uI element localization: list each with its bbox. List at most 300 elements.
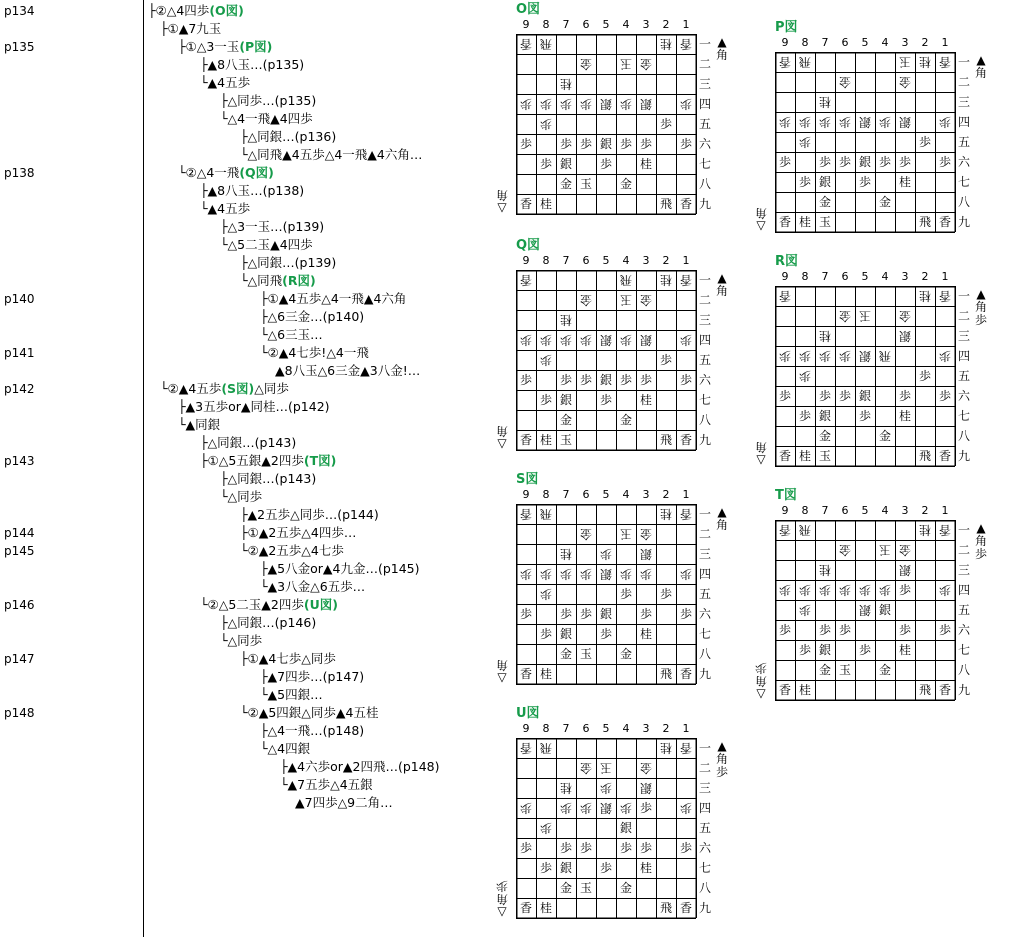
- row-label: 五: [698, 587, 711, 601]
- shogi-board: [516, 738, 696, 918]
- row-label: 八: [957, 195, 970, 209]
- sente-piece: 玉: [559, 433, 572, 447]
- tree-move-text: ①▲4五歩△4一飛▲4六角: [267, 291, 407, 306]
- sente-piece: 歩: [639, 137, 652, 151]
- sente-piece: 銀: [599, 373, 612, 387]
- tree-move-text: △同銀…(p136): [247, 129, 337, 144]
- sente-hand: [716, 36, 728, 62]
- gote-piece: 歩: [560, 333, 573, 347]
- sente-piece: 金: [559, 413, 572, 427]
- row-label: 九: [698, 197, 711, 211]
- row-label: 四: [957, 349, 970, 363]
- sente-piece: 香: [519, 197, 532, 211]
- sente-piece: 桂: [898, 409, 911, 423]
- row-label: 九: [957, 449, 970, 463]
- gote-piece: 桂: [819, 563, 832, 577]
- sente-piece: 歩: [778, 389, 791, 403]
- sente-piece: 香: [938, 215, 951, 229]
- gote-piece: 香: [939, 523, 952, 537]
- tree-move-text: ②▲4七歩!△4一飛: [267, 345, 369, 360]
- sente-piece: 香: [938, 683, 951, 697]
- sente-piece: 歩: [798, 643, 811, 657]
- column-label: 4: [622, 18, 630, 31]
- gote-piece: 銀: [899, 329, 912, 343]
- sente-piece: 金: [878, 429, 891, 443]
- sente-piece: 金: [619, 177, 632, 191]
- column-label: 2: [662, 254, 670, 267]
- sente-hand: [975, 54, 987, 80]
- column-label: 9: [522, 722, 530, 735]
- column-labels: [775, 504, 955, 518]
- tree-move-text: ▲5四銀…: [267, 687, 323, 702]
- row-label: 一: [698, 507, 711, 521]
- tree-branch-glyph: └: [220, 111, 228, 126]
- sente-piece: 歩: [539, 393, 552, 407]
- sente-piece: 金: [818, 429, 831, 443]
- gote-piece: 玉: [620, 527, 633, 541]
- sente-piece: 歩: [559, 607, 572, 621]
- column-label: 3: [642, 722, 650, 735]
- sente-piece: 歩: [838, 623, 851, 637]
- tree-move-text: ▲7四歩…(p147): [267, 669, 365, 684]
- shogi-board: [775, 520, 955, 700]
- sente-piece: 桂: [798, 683, 811, 697]
- tree-node: [220, 490, 262, 504]
- gote-piece: 玉: [600, 761, 613, 775]
- gote-piece: 歩: [939, 349, 952, 363]
- tree-move-text: ▲3五歩or▲同桂…(p142): [185, 399, 330, 414]
- hand-piece: 角: [495, 188, 508, 202]
- column-label: 1: [682, 254, 690, 267]
- gote-piece: 金: [640, 57, 653, 71]
- sente-piece: 銀: [858, 389, 871, 403]
- sente-piece: 歩: [858, 409, 871, 423]
- sente-piece: 歩: [838, 155, 851, 169]
- gote-piece: 歩: [520, 97, 533, 111]
- tree-node: [178, 418, 220, 432]
- tree-node: [260, 292, 406, 306]
- gote-piece: 桂: [560, 781, 573, 795]
- row-label: 七: [698, 393, 711, 407]
- row-label: 五: [957, 369, 970, 383]
- gote-piece: 歩: [779, 583, 792, 597]
- tree-node: [220, 220, 324, 234]
- board-title: U図: [516, 706, 540, 721]
- tree-branch-glyph: └: [260, 741, 268, 756]
- gote-piece: 歩: [839, 349, 852, 363]
- board-title: R図: [775, 254, 799, 269]
- tree-node: [220, 112, 313, 126]
- gote-piece: 歩: [620, 97, 633, 111]
- column-label: 1: [941, 36, 949, 49]
- sente-piece: 歩: [599, 861, 612, 875]
- tree-node: [260, 742, 310, 756]
- sente-piece: 歩: [639, 373, 652, 387]
- row-label: 一: [957, 523, 970, 537]
- tree-node: [295, 796, 393, 810]
- gote-piece: 玉: [859, 309, 872, 323]
- board-title: P図: [775, 20, 798, 35]
- sente-piece: 飛: [918, 215, 931, 229]
- sente-piece: 銀: [818, 643, 831, 657]
- gote-piece: 歩: [520, 567, 533, 581]
- gote-piece: 銀: [859, 349, 872, 363]
- tree-branch-glyph: └: [260, 327, 268, 342]
- row-label: 九: [698, 667, 711, 681]
- tree-branch-glyph: └: [260, 687, 268, 702]
- gote-piece: 香: [520, 507, 533, 521]
- tree-move-text: △同歩: [227, 489, 263, 504]
- column-label: 1: [941, 504, 949, 517]
- column-label: 7: [562, 18, 570, 31]
- gote-piece: 桂: [919, 523, 932, 537]
- gote-piece: 桂: [560, 77, 573, 91]
- sente-hand: [716, 740, 728, 779]
- sente-piece: 歩: [599, 393, 612, 407]
- gote-piece: 歩: [520, 801, 533, 815]
- row-label: 四: [957, 115, 970, 129]
- column-label: 6: [841, 270, 849, 283]
- tree-move-text: ▲3八金△6五歩…: [267, 579, 366, 594]
- tree-branch-glyph: ├: [178, 39, 186, 54]
- sente-piece: 玉: [579, 177, 592, 191]
- gote-piece: 銀: [859, 115, 872, 129]
- tree-move-text: △5二玉▲4四歩: [227, 237, 313, 252]
- tree-node: [178, 166, 274, 180]
- column-label: 1: [682, 488, 690, 501]
- column-label: 9: [522, 254, 530, 267]
- gote-piece: 歩: [799, 135, 812, 149]
- sente-piece: 歩: [519, 137, 532, 151]
- sente-piece: 歩: [619, 373, 632, 387]
- sente-piece: 桂: [898, 175, 911, 189]
- tree-move-text: ▲4五歩: [207, 201, 251, 216]
- sente-piece: 玉: [579, 647, 592, 661]
- row-label: 六: [698, 607, 711, 621]
- gote-piece: 桂: [660, 273, 673, 287]
- sente-piece: 歩: [559, 841, 572, 855]
- gote-piece: 金: [899, 75, 912, 89]
- column-label: 9: [522, 18, 530, 31]
- sente-piece: 歩: [878, 155, 891, 169]
- hand-piece: 角: [716, 284, 729, 298]
- sente-piece: 桂: [798, 449, 811, 463]
- tree-branch-glyph: ├: [178, 399, 186, 414]
- hand-piece: 歩: [754, 661, 767, 675]
- gote-piece: 飛: [540, 37, 553, 51]
- column-label: 5: [602, 254, 610, 267]
- shogi-board: [775, 52, 955, 232]
- tree-branch-glyph: ├: [220, 615, 228, 630]
- tree-branch-glyph: ├: [260, 669, 268, 684]
- sente-piece: 銀: [878, 603, 891, 617]
- sente-piece: 桂: [539, 667, 552, 681]
- sente-piece: 香: [519, 667, 532, 681]
- gote-piece: 桂: [819, 329, 832, 343]
- tree-node: [200, 454, 336, 468]
- sente-piece: 歩: [818, 155, 831, 169]
- tree-node: [275, 364, 420, 378]
- sente-piece: 歩: [579, 137, 592, 151]
- hand-piece: 歩: [975, 313, 988, 327]
- gote-piece: 歩: [680, 97, 693, 111]
- hand-piece: 角: [975, 300, 988, 314]
- column-labels: [516, 722, 696, 736]
- tree-branch-glyph: └: [160, 381, 168, 396]
- sente-piece: 歩: [559, 373, 572, 387]
- row-label: 七: [698, 157, 711, 171]
- sente-piece: 歩: [659, 117, 672, 131]
- sente-piece: 銀: [599, 607, 612, 621]
- gote-piece: 歩: [620, 801, 633, 815]
- gote-piece: 飛: [540, 741, 553, 755]
- row-label: 九: [957, 215, 970, 229]
- tree-branch-glyph: └: [178, 417, 186, 432]
- gote-mark: ▽: [756, 452, 766, 466]
- gote-piece: 歩: [620, 333, 633, 347]
- gote-piece: 歩: [540, 333, 553, 347]
- sente-piece: 歩: [619, 841, 632, 855]
- row-label: 六: [698, 373, 711, 387]
- tree-branch-glyph: └: [240, 273, 248, 288]
- tree-branch-glyph: ├: [200, 57, 208, 72]
- sente-piece: 香: [778, 683, 791, 697]
- tree-node: [280, 778, 373, 792]
- gote-piece: 歩: [580, 801, 593, 815]
- gote-piece: 香: [680, 507, 693, 521]
- board-title: Q図: [516, 238, 541, 253]
- row-label: 三: [698, 77, 711, 91]
- sente-piece: 歩: [639, 607, 652, 621]
- tree-node: [178, 40, 272, 54]
- tree-node: [220, 472, 316, 486]
- tree-move-text: △4一飛▲4四歩: [227, 111, 313, 126]
- sente-piece: 桂: [539, 901, 552, 915]
- gote-mark: ▽: [756, 218, 766, 232]
- column-label: 3: [901, 270, 909, 283]
- gote-piece: 銀: [899, 115, 912, 129]
- sente-piece: 歩: [659, 353, 672, 367]
- sente-piece: 歩: [579, 373, 592, 387]
- gote-piece: 飛: [620, 273, 633, 287]
- page-ref: p148: [4, 706, 35, 720]
- tree-branch-glyph: └: [280, 777, 288, 792]
- gote-piece: 香: [680, 741, 693, 755]
- row-label: 一: [957, 55, 970, 69]
- column-label: 5: [861, 36, 869, 49]
- tree-move-text: ②△5二玉▲2四歩: [207, 597, 304, 612]
- sente-piece: 金: [619, 647, 632, 661]
- gote-piece: 歩: [620, 567, 633, 581]
- hand-piece: 角: [975, 534, 988, 548]
- row-label: 八: [698, 647, 711, 661]
- sente-piece: 桂: [639, 861, 652, 875]
- column-label: 2: [921, 270, 929, 283]
- gote-piece: 金: [899, 543, 912, 557]
- row-label: 五: [957, 603, 970, 617]
- row-label: 七: [957, 175, 970, 189]
- column-label: 4: [881, 36, 889, 49]
- tree-move-text: △同歩: [254, 381, 289, 396]
- figure-reference: (O図): [209, 3, 244, 18]
- page-ref: p143: [4, 454, 35, 468]
- figure-reference: (P図): [239, 39, 273, 54]
- column-label: 1: [682, 722, 690, 735]
- tree-node: [200, 598, 338, 612]
- sente-piece: 金: [818, 195, 831, 209]
- sente-piece: 歩: [639, 841, 652, 855]
- gote-mark: ▽: [497, 904, 507, 918]
- tree-move-text: ▲8八玉…(p138): [207, 183, 305, 198]
- column-label: 2: [662, 488, 670, 501]
- tree-move-text: ①▲7九玉: [167, 21, 222, 36]
- tree-node: [240, 508, 379, 522]
- tree-node: [260, 562, 420, 576]
- gote-hand: [755, 661, 767, 700]
- tree-branch-glyph: └: [260, 579, 268, 594]
- gote-piece: 玉: [879, 543, 892, 557]
- sente-piece: 金: [878, 195, 891, 209]
- gote-piece: 銀: [640, 547, 653, 561]
- sente-piece: 香: [679, 901, 692, 915]
- row-label: 二: [957, 309, 970, 323]
- sente-mark: ▲: [717, 505, 727, 519]
- tree-node: [200, 58, 304, 72]
- sente-mark: ▲: [976, 53, 986, 67]
- tree-move-text: ①▲2五歩△4四歩…: [247, 525, 357, 540]
- board-title: T図: [775, 488, 797, 503]
- sente-piece: 歩: [619, 137, 632, 151]
- sente-hand: [716, 506, 728, 532]
- sente-mark: ▲: [976, 521, 986, 535]
- tree-node: [178, 400, 330, 414]
- sente-piece: 銀: [818, 409, 831, 423]
- column-label: 6: [582, 18, 590, 31]
- gote-piece: 歩: [540, 117, 553, 131]
- row-label: 六: [957, 155, 970, 169]
- tree-branch-glyph: ├: [240, 651, 248, 666]
- sente-piece: 歩: [539, 627, 552, 641]
- column-label: 7: [821, 270, 829, 283]
- gote-piece: 銀: [600, 333, 613, 347]
- column-label: 8: [542, 722, 550, 735]
- page-ref: p146: [4, 598, 35, 612]
- column-label: 4: [881, 504, 889, 517]
- tree-branch-glyph: ├: [200, 435, 208, 450]
- gote-piece: 歩: [799, 603, 812, 617]
- row-label: 九: [698, 901, 711, 915]
- column-label: 8: [801, 36, 809, 49]
- gote-piece: 歩: [540, 97, 553, 111]
- sente-piece: 歩: [659, 587, 672, 601]
- column-label: 6: [582, 254, 590, 267]
- gote-piece: 飛: [799, 55, 812, 69]
- hand-piece: 角: [495, 424, 508, 438]
- hand-piece: 歩: [495, 879, 508, 893]
- sente-piece: 歩: [778, 155, 791, 169]
- sente-piece: 桂: [639, 157, 652, 171]
- row-label: 六: [698, 841, 711, 855]
- column-label: 2: [921, 504, 929, 517]
- tree-move-text: ①▲4七歩△同歩: [247, 651, 336, 666]
- sente-piece: 金: [619, 413, 632, 427]
- column-label: 4: [622, 488, 630, 501]
- column-label: 7: [562, 488, 570, 501]
- row-label: 八: [698, 177, 711, 191]
- sente-piece: 歩: [619, 587, 632, 601]
- sente-piece: 歩: [918, 369, 931, 383]
- sente-piece: 香: [519, 433, 532, 447]
- gote-piece: 金: [580, 57, 593, 71]
- sente-mark: ▲: [976, 287, 986, 301]
- gote-piece: 歩: [779, 349, 792, 363]
- page-ref: p147: [4, 652, 35, 666]
- gote-hand: [496, 188, 508, 214]
- gote-piece: 歩: [680, 567, 693, 581]
- gote-mark: ▽: [497, 436, 507, 450]
- tree-node: [260, 346, 369, 360]
- column-label: 3: [901, 36, 909, 49]
- sente-piece: 桂: [639, 393, 652, 407]
- sente-piece: 銀: [559, 861, 572, 875]
- row-label: 四: [698, 97, 711, 111]
- gote-piece: 歩: [859, 583, 872, 597]
- gote-piece: 桂: [560, 313, 573, 327]
- gote-piece: 香: [939, 289, 952, 303]
- sente-piece: 玉: [818, 215, 831, 229]
- row-label: 二: [957, 543, 970, 557]
- gote-piece: 歩: [600, 781, 613, 795]
- gote-piece: 歩: [680, 333, 693, 347]
- sente-piece: 桂: [539, 433, 552, 447]
- column-label: 3: [642, 18, 650, 31]
- hand-piece: 角: [716, 48, 729, 62]
- sente-piece: 銀: [559, 393, 572, 407]
- tree-move-text: ▲同銀: [185, 417, 221, 432]
- column-label: 7: [821, 36, 829, 49]
- tree-branch-glyph: ├: [220, 219, 228, 234]
- sente-piece: 桂: [798, 215, 811, 229]
- row-label: 六: [957, 623, 970, 637]
- row-label: 二: [957, 75, 970, 89]
- gote-piece: 桂: [560, 547, 573, 561]
- gote-piece: 飛: [799, 523, 812, 537]
- hand-piece: 角: [975, 66, 988, 80]
- tree-move-text: △同銀…(p139): [247, 255, 337, 270]
- column-label: 9: [781, 270, 789, 283]
- gote-piece: 歩: [879, 583, 892, 597]
- sente-piece: 歩: [639, 801, 652, 815]
- hand-piece: 角: [754, 440, 767, 454]
- tree-branch-glyph: └: [220, 633, 228, 648]
- tree-branch-glyph: └: [220, 489, 228, 504]
- tree-move-text: ▲5八金or▲4九金…(p145): [267, 561, 420, 576]
- figure-reference: (S図): [221, 381, 255, 396]
- hand-piece: 歩: [716, 765, 729, 779]
- gote-piece: 歩: [540, 587, 553, 601]
- column-label: 7: [562, 254, 570, 267]
- hand-piece: 角: [754, 674, 767, 688]
- row-label: 二: [698, 293, 711, 307]
- gote-piece: 歩: [540, 353, 553, 367]
- tree-move-text: ▲4六歩or▲2四飛…(p148): [287, 759, 440, 774]
- sente-hand: [716, 272, 728, 298]
- page-ref: p142: [4, 382, 35, 396]
- gote-piece: 歩: [560, 567, 573, 581]
- gote-piece: 銀: [600, 97, 613, 111]
- row-label: 一: [698, 273, 711, 287]
- tree-node: [220, 616, 316, 630]
